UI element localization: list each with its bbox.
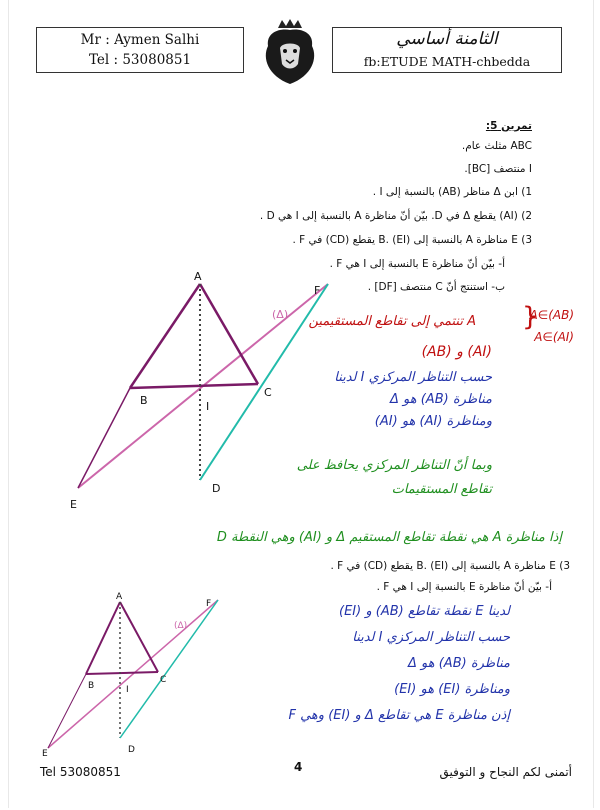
line-DF [120,600,218,738]
statement-line: ب- استنتج أنّ C منتصف [DF] . [367,281,505,293]
footer-wish: أتمنى لكم النجاح و التوفيق [439,765,572,779]
segment-AB [130,284,200,388]
lion-logo [258,18,322,88]
blue-line: حسب التناظر المركزي I لدينا [334,370,492,385]
blue-line: إذن مناظرة E هي تقاطع Δ و (EI) وهي F [288,708,510,723]
label-A: A [116,592,123,602]
red-note: A تنتمي إلى تقاطع المستقيمين [308,314,476,329]
segment-AC [120,602,158,672]
statement-line: ABC مثلث عام. [461,140,532,152]
label-E: E [70,498,77,511]
brace-top: A∈(AB) [529,308,574,322]
part3-line: أ- بيّن أنّ مناظرة E بالنسبة إلى I هي F . [376,581,552,593]
statement-line: أ- بيّن أنّ مناظرة E بالنسبة إلى I هي F . [329,258,505,270]
label-delta: (Δ) [272,308,289,321]
label-D: D [128,745,135,755]
teacher-info-box [36,27,244,73]
teacher-phone: Tel : 53080851 [88,52,192,68]
label-D: D [212,482,221,495]
statement-line: 1) ابن Δ مناظر (AB) بالنسبة إلى I . [372,186,532,198]
part3-line: 3) E مناظرة A بالنسبة إلى B. (EI) يقطع (CD) في F . [330,560,570,572]
page-number: 4 [294,760,303,774]
brace-symbol: { [522,302,539,332]
label-B: B [140,394,148,407]
figure-2 [38,588,223,758]
green-line: إذا مناظرة A هي نقطة تقاطع المستقيم Δ و (AI) وهي النقطة D [216,530,562,545]
label-B: B [88,681,95,691]
statement-line: 2) (AI) يقطع Δ في D. بيّن أنّ مناظرة A بالنسبة إلى I هي D . [259,210,532,222]
blue-line: لدينا E نقطة تقاطع (AB) و (EI) [339,604,510,619]
segment-BE [78,388,130,488]
label-delta: (Δ) [174,621,188,631]
facebook-page: fb:ETUDE MATH-chbedda [363,54,531,69]
segment-AB [86,602,120,674]
green-line: تقاطع المستقيمات [391,482,492,497]
label-C: C [160,675,167,685]
blue-line: مناظرة (AB) هو Δ [407,656,510,671]
class-title: الثامنة أساسي [396,29,498,49]
label-F: F [206,599,212,609]
label-I: I [126,685,129,695]
statement-line: 3) E مناظرة A بالنسبة إلى B. (EI) يقطع (CD) في F . [292,234,532,246]
statement-line: I منتصف [BC]. [464,163,532,175]
line-EF [48,600,218,748]
label-A: A [194,270,202,283]
teacher-name: Mr : Aymen Salhi [80,32,200,48]
blue-line: حسب التناظر المركزي I لدينا [352,630,510,645]
segment-AC [200,284,258,384]
segment-BC [86,672,158,674]
class-info-box [332,27,562,73]
exercise-title: تمرين 5: [485,120,532,132]
segment-BC [130,384,258,388]
segment-BE [48,674,86,748]
figure-1 [60,270,330,515]
label-F: F [314,284,321,297]
blue-line: ومناظرة (EI) هو (EI) [394,682,510,697]
green-line: وبما أنّ التناظر المركزي يحافظ على [296,458,492,473]
label-E: E [42,749,48,758]
label-I: I [206,400,210,413]
footer-phone: Tel 53080851 [40,765,121,779]
label-C: C [264,386,272,399]
red-pair: (AI) و (AB) [421,344,492,360]
brace-bottom: A∈(AI) [534,330,574,344]
blue-line: مناظرة (AB) هو Δ [389,392,492,407]
blue-line: ومناظرة (AI) هو (AI) [374,414,492,429]
